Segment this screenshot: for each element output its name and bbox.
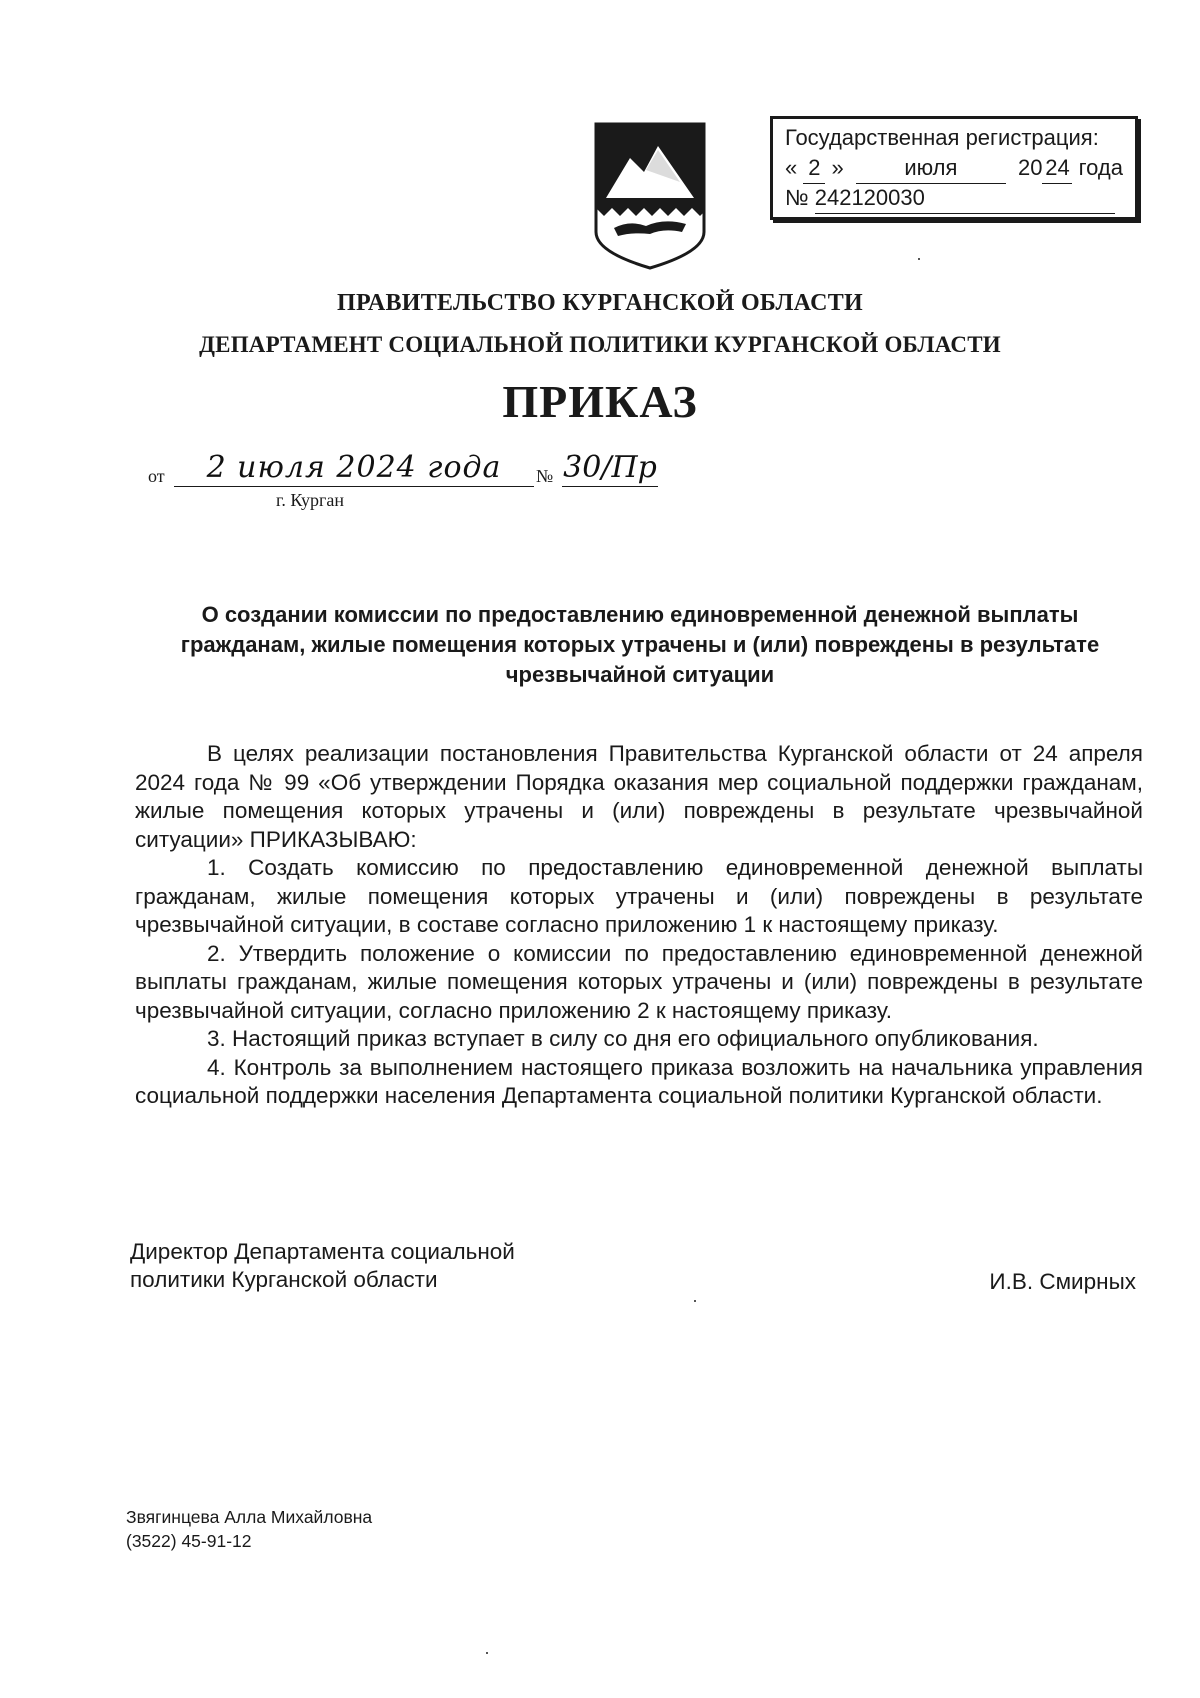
order-details [148, 450, 688, 510]
order-item-2: 2. Утвердить положение о комиссии по предоставлению единовременной денежной выплаты гражданам, жилые помещения которых утрачены и (или) повреждены в результате чрезвычайной ситуации, согласно приложению 2 к настоящему приказу. [135, 940, 1143, 1023]
document-type-title: ПРИКАЗ [502, 376, 698, 427]
contact-name: Звягинцева Алла Михайловна [126, 1507, 373, 1527]
registration-quote-close: » [831, 155, 844, 180]
signatory-position [130, 1238, 515, 1294]
order-number-handwritten: 30/Пр [563, 450, 657, 485]
signatory-name: И.В. Смирных [989, 1269, 1136, 1294]
scan-speck [486, 1652, 488, 1654]
order-subject: О создании комиссии по предоставлению единовременной денежной выплаты гражданам, жилые помещения которых утрачены и (или) повреждены в результате чрезвычайной ситуации [180, 602, 1100, 687]
department-title: ДЕПАРТАМЕНТ СОЦИАЛЬНОЙ ПОЛИТИКИ КУРГАНСКОЙ ОБЛАСТИ [199, 332, 1001, 357]
scan-speck [694, 1300, 696, 1302]
scan-speck [918, 258, 920, 260]
order-item-1: 1. Создать комиссию по предоставлению единовременной денежной выплаты гражданам, жилые помещения которых утрачены и (или) повреждены в результате чрезвычайной ситуации, в составе согласно приложению 1 к настоящему приказу. [135, 855, 1143, 937]
order-body [135, 740, 1143, 1111]
contact-phone: (3522) 45-91-12 [126, 1531, 252, 1551]
order-date-handwritten: 2 июля 2024 года [174, 450, 534, 487]
registration-date [785, 153, 1135, 184]
government-title: ПРАВИТЕЛЬСТВО КУРГАНСКОЙ ОБЛАСТИ [336, 290, 864, 316]
coat-of-arms-icon [590, 120, 710, 270]
registration-stamp [770, 116, 1138, 220]
signatory-position-line2: политики Курганской области [130, 1267, 438, 1292]
registration-quote-open: « [785, 155, 798, 180]
registration-title: Государственная регистрация: [785, 125, 1099, 150]
registration-month: июля [856, 153, 1006, 184]
registration-day: 2 [803, 153, 825, 184]
order-from-label: от [148, 466, 165, 486]
registration-year-suffix: 24 [1042, 153, 1072, 184]
registration-number-row [785, 183, 1125, 214]
order-item-3: 3. Настоящий приказ вступает в силу со дня его официального опубликования. [207, 1026, 1039, 1051]
registration-number: 242120030 [815, 183, 1115, 214]
registration-number-sign: № [785, 185, 809, 210]
contact-block [126, 1505, 372, 1553]
signatory-position-line1: Директор Департамента социальной [130, 1239, 515, 1264]
order-city: г. Курган [276, 490, 345, 510]
order-item-4: 4. Контроль за выполнением настоящего приказа возложить на начальника управления социальной поддержки населения Департамента социальной политики Курганской области. [135, 1054, 1143, 1108]
preamble-paragraph: В целях реализации постановления Правительства Курганской области от 24 апреля 2024 года № 99 «Об утверждении Порядка оказания мер социальной поддержки гражданам, жилые помещения которых утрачены и (или) повреждены в результате чрезвычайной ситуации» ПРИКАЗЫВАЮ: [135, 741, 1143, 852]
registration-year-word: года [1078, 155, 1123, 180]
registration-year-prefix: 20 [1018, 155, 1043, 180]
order-number-sign: № [536, 466, 554, 486]
